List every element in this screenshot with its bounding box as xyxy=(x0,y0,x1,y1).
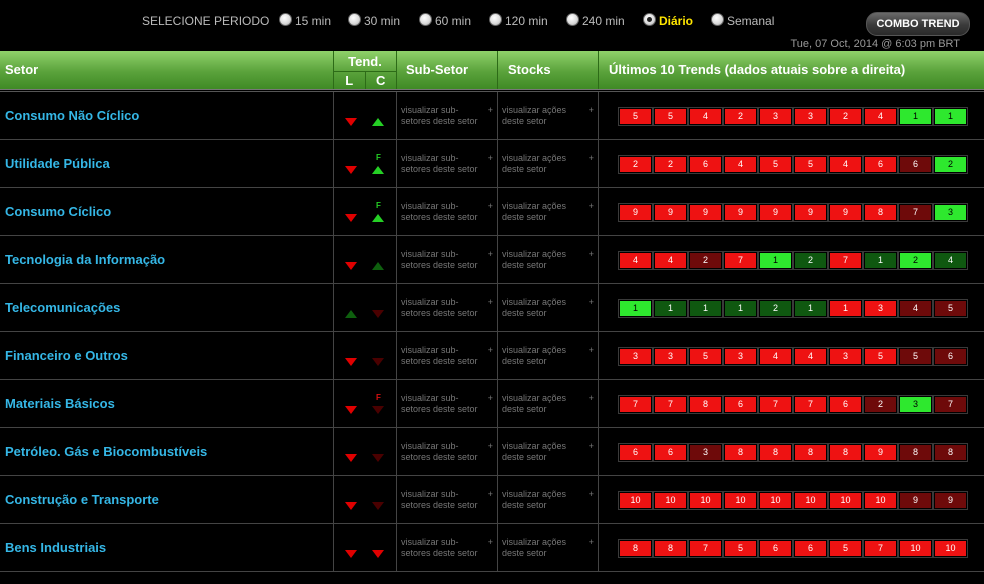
trend-box: 2 xyxy=(864,396,897,413)
expand-plus-icon[interactable]: + xyxy=(588,345,594,355)
period-option-label: Diário xyxy=(659,14,694,28)
trend-box: 10 xyxy=(829,492,862,509)
trend-box: 4 xyxy=(794,348,827,365)
table-row xyxy=(0,140,984,188)
view-stocks-link[interactable]: visualizar ações deste setor + xyxy=(502,393,594,414)
trend-box: 2 xyxy=(724,108,757,125)
period-option-label: 60 min xyxy=(435,14,472,28)
trend-box: 3 xyxy=(934,204,967,221)
sector-link[interactable]: Consumo Cíclico xyxy=(5,204,112,219)
trend-down-arrow-icon xyxy=(345,406,357,414)
trend-box: 10 xyxy=(724,492,757,509)
trend-box: 7 xyxy=(864,540,897,557)
trend-history xyxy=(619,492,969,510)
expand-plus-icon[interactable]: + xyxy=(487,441,493,451)
trend-down-arrow-icon xyxy=(345,550,357,558)
sector-link[interactable]: Utilidade Pública xyxy=(5,156,110,171)
trend-box: 1 xyxy=(829,300,862,317)
sector-link[interactable]: Construção e Transporte xyxy=(5,492,159,507)
trend-box: 9 xyxy=(864,444,897,461)
sector-link[interactable]: Petróleo. Gás e Biocombustíveis xyxy=(5,444,208,459)
radio-button-icon[interactable] xyxy=(279,13,292,26)
expand-plus-icon[interactable]: + xyxy=(588,297,594,307)
trend-box: 8 xyxy=(619,540,652,557)
trend-box: 1 xyxy=(619,300,652,317)
trend-down-arrow-icon xyxy=(372,502,384,510)
trend-box: 3 xyxy=(689,444,722,461)
table-row xyxy=(0,476,984,524)
trend-box: 5 xyxy=(794,156,827,173)
trend-box: 10 xyxy=(794,492,827,509)
period-option-label: 240 min xyxy=(582,14,625,28)
table-row xyxy=(0,428,984,476)
view-stocks-link[interactable]: visualizar ações deste setor + xyxy=(502,537,594,558)
trend-flag-label: F xyxy=(376,393,381,402)
view-stocks-link[interactable]: visualizar ações deste setor + xyxy=(502,345,594,366)
trend-box: 5 xyxy=(899,348,932,365)
sector-link[interactable]: Financeiro e Outros xyxy=(5,348,128,363)
sector-link[interactable]: Bens Industriais xyxy=(5,540,107,555)
trend-box: 3 xyxy=(619,348,652,365)
trend-box: 4 xyxy=(689,108,722,125)
trend-box: 7 xyxy=(899,204,932,221)
trend-box: 6 xyxy=(829,396,862,413)
trend-box: 6 xyxy=(654,444,687,461)
trend-box: 5 xyxy=(689,348,722,365)
trend-up-arrow-icon xyxy=(372,214,384,222)
trend-down-arrow-icon xyxy=(372,358,384,366)
header-stocks: Stocks xyxy=(508,62,551,77)
trend-down-arrow-icon xyxy=(372,310,384,318)
radio-button-icon[interactable] xyxy=(489,13,502,26)
trend-box: 4 xyxy=(934,252,967,269)
trend-down-arrow-icon xyxy=(345,502,357,510)
trend-box: 2 xyxy=(654,156,687,173)
period-option-label: 15 min xyxy=(295,14,332,28)
expand-plus-icon[interactable]: + xyxy=(487,153,493,163)
radio-button-icon[interactable] xyxy=(643,13,656,26)
period-option-label: 30 min xyxy=(364,14,401,28)
expand-plus-icon[interactable]: + xyxy=(487,297,493,307)
view-stocks-link[interactable]: visualizar ações deste setor + xyxy=(502,297,594,318)
trend-box: 10 xyxy=(689,492,722,509)
trend-box: 6 xyxy=(794,540,827,557)
trend-box: 5 xyxy=(619,108,652,125)
trend-history xyxy=(619,204,969,222)
view-subsectors-link[interactable]: visualizar sub-setores deste setor + xyxy=(401,393,493,414)
trend-box: 9 xyxy=(724,204,757,221)
trend-box: 2 xyxy=(759,300,792,317)
period-option-label: Semanal xyxy=(727,14,775,28)
table-row xyxy=(0,236,984,284)
view-subsectors-link[interactable]: visualizar sub-setores deste setor + xyxy=(401,537,493,558)
table-row xyxy=(0,188,984,236)
trend-box: 7 xyxy=(654,396,687,413)
trend-up-arrow-icon xyxy=(372,262,384,270)
trend-box: 10 xyxy=(619,492,652,509)
trend-up-arrow-icon xyxy=(372,118,384,126)
trend-box: 10 xyxy=(934,540,967,557)
trend-box: 7 xyxy=(759,396,792,413)
header-tend xyxy=(334,51,396,89)
table-row xyxy=(0,524,984,572)
period-option-label: 120 min xyxy=(505,14,548,28)
trend-down-arrow-icon xyxy=(345,358,357,366)
trend-down-arrow-icon xyxy=(372,550,384,558)
trend-flag-label: F xyxy=(376,201,381,210)
sector-link[interactable]: Consumo Não Cíclico xyxy=(5,108,140,123)
view-stocks-link[interactable]: visualizar ações deste setor + xyxy=(502,249,594,270)
combo-trend-button[interactable]: COMBO TREND xyxy=(866,12,970,36)
expand-plus-icon[interactable]: + xyxy=(487,105,493,115)
trend-history xyxy=(619,252,969,270)
view-subsectors-link[interactable]: visualizar sub-setores deste setor + xyxy=(401,489,493,510)
trend-box: 8 xyxy=(759,444,792,461)
trend-box: 5 xyxy=(654,108,687,125)
trend-box: 2 xyxy=(829,108,862,125)
table-row xyxy=(0,284,984,332)
trend-box: 1 xyxy=(724,300,757,317)
trend-box: 8 xyxy=(689,396,722,413)
radio-button-icon[interactable] xyxy=(348,13,361,26)
trend-box: 10 xyxy=(654,492,687,509)
trend-box: 6 xyxy=(899,156,932,173)
trend-down-arrow-icon xyxy=(345,454,357,462)
trend-box: 4 xyxy=(654,252,687,269)
trend-flag-label: F xyxy=(376,153,381,162)
trend-box: 1 xyxy=(654,300,687,317)
header-c: C xyxy=(376,73,386,88)
trend-box: 1 xyxy=(864,252,897,269)
sector-trend-table xyxy=(0,51,984,572)
trend-box: 3 xyxy=(829,348,862,365)
trend-box: 9 xyxy=(829,204,862,221)
trend-box: 2 xyxy=(619,156,652,173)
view-stocks-link[interactable]: visualizar ações deste setor + xyxy=(502,201,594,222)
trend-history xyxy=(619,540,969,558)
trend-box: 9 xyxy=(689,204,722,221)
view-stocks-link[interactable]: visualizar ações deste setor + xyxy=(502,489,594,510)
trend-box: 7 xyxy=(689,540,722,557)
view-subsectors-link[interactable]: visualizar sub-setores deste setor + xyxy=(401,153,493,174)
trend-box: 6 xyxy=(934,348,967,365)
trend-box: 7 xyxy=(934,396,967,413)
view-subsectors-link[interactable]: visualizar sub-setores deste setor + xyxy=(401,249,493,270)
trend-box: 4 xyxy=(724,156,757,173)
trend-box: 5 xyxy=(934,300,967,317)
radio-button-icon[interactable] xyxy=(566,13,579,26)
table-row xyxy=(0,91,984,140)
trend-box: 8 xyxy=(934,444,967,461)
trend-box: 2 xyxy=(794,252,827,269)
trend-box: 3 xyxy=(794,108,827,125)
expand-plus-icon[interactable]: + xyxy=(588,153,594,163)
view-stocks-link[interactable]: visualizar ações deste setor + xyxy=(502,441,594,462)
trend-box: 3 xyxy=(759,108,792,125)
trend-box: 5 xyxy=(724,540,757,557)
trend-box: 7 xyxy=(724,252,757,269)
view-subsectors-link[interactable]: visualizar sub-setores deste setor + xyxy=(401,441,493,462)
trend-box: 3 xyxy=(724,348,757,365)
trend-box: 9 xyxy=(794,204,827,221)
trend-box: 9 xyxy=(759,204,792,221)
trend-box: 6 xyxy=(724,396,757,413)
trend-up-arrow-icon xyxy=(345,310,357,318)
trend-down-arrow-icon xyxy=(345,118,357,126)
trend-box: 4 xyxy=(899,300,932,317)
header-ultimos-trends: Últimos 10 Trends (dados atuais sobre a direita) xyxy=(609,62,906,77)
expand-plus-icon[interactable]: + xyxy=(487,201,493,211)
trend-box: 9 xyxy=(654,204,687,221)
expand-plus-icon[interactable]: + xyxy=(588,537,594,547)
trend-box: 8 xyxy=(864,204,897,221)
trend-down-arrow-icon xyxy=(345,166,357,174)
trend-history xyxy=(619,156,969,174)
table-row xyxy=(0,380,984,428)
trend-box: 1 xyxy=(689,300,722,317)
trend-up-arrow-icon xyxy=(372,166,384,174)
view-stocks-link[interactable]: visualizar ações deste setor + xyxy=(502,105,594,126)
trend-box: 1 xyxy=(794,300,827,317)
trend-box: 4 xyxy=(759,348,792,365)
header-subsetor: Sub-Setor xyxy=(406,62,469,77)
expand-plus-icon[interactable]: + xyxy=(588,249,594,259)
expand-plus-icon[interactable]: + xyxy=(487,393,493,403)
trend-box: 8 xyxy=(724,444,757,461)
sector-link[interactable]: Telecomunicações xyxy=(5,300,121,315)
trend-box: 4 xyxy=(864,108,897,125)
trend-box: 7 xyxy=(829,252,862,269)
timestamp: Tue, 07 Oct, 2014 @ 6:03 pm BRT xyxy=(790,38,960,50)
trend-box: 3 xyxy=(864,300,897,317)
trend-box: 5 xyxy=(759,156,792,173)
trend-box: 5 xyxy=(864,348,897,365)
view-subsectors-link[interactable]: visualizar sub-setores deste setor + xyxy=(401,201,493,222)
trend-box: 7 xyxy=(794,396,827,413)
trend-box: 10 xyxy=(759,492,792,509)
trend-history xyxy=(619,108,969,126)
trend-box: 9 xyxy=(619,204,652,221)
trend-box: 3 xyxy=(899,396,932,413)
trend-box: 8 xyxy=(829,444,862,461)
view-subsectors-link[interactable]: visualizar sub-setores deste setor + xyxy=(401,345,493,366)
trend-box: 8 xyxy=(794,444,827,461)
trend-box: 1 xyxy=(759,252,792,269)
trend-box: 2 xyxy=(934,156,967,173)
trend-box: 10 xyxy=(899,540,932,557)
expand-plus-icon[interactable]: + xyxy=(588,393,594,403)
trend-box: 9 xyxy=(899,492,932,509)
header-tend-label: Tend. xyxy=(334,51,396,72)
expand-plus-icon[interactable]: + xyxy=(588,105,594,115)
expand-plus-icon[interactable]: + xyxy=(588,489,594,499)
trend-box: 6 xyxy=(619,444,652,461)
trend-down-arrow-icon xyxy=(372,406,384,414)
trend-box: 8 xyxy=(899,444,932,461)
trend-history xyxy=(619,396,969,414)
trend-down-arrow-icon xyxy=(372,454,384,462)
trend-history xyxy=(619,300,969,318)
trend-box: 2 xyxy=(689,252,722,269)
trend-box: 1 xyxy=(899,108,932,125)
expand-plus-icon[interactable]: + xyxy=(487,489,493,499)
trend-history xyxy=(619,444,969,462)
table-row xyxy=(0,332,984,380)
radio-button-icon[interactable] xyxy=(419,13,432,26)
view-subsectors-link[interactable]: visualizar sub-setores deste setor + xyxy=(401,297,493,318)
view-subsectors-link[interactable]: visualizar sub-setores deste setor + xyxy=(401,105,493,126)
expand-plus-icon[interactable]: + xyxy=(487,345,493,355)
header-setor: Setor xyxy=(5,62,39,77)
trend-box: 9 xyxy=(934,492,967,509)
period-selector xyxy=(0,8,984,34)
trend-box: 3 xyxy=(654,348,687,365)
period-label: SELECIONE PERIODO xyxy=(142,14,270,28)
trend-box: 4 xyxy=(619,252,652,269)
trend-box: 6 xyxy=(759,540,792,557)
trend-box: 10 xyxy=(864,492,897,509)
radio-button-icon[interactable] xyxy=(711,13,724,26)
expand-plus-icon[interactable]: + xyxy=(588,201,594,211)
header-l: L xyxy=(334,72,366,89)
expand-plus-icon[interactable]: + xyxy=(588,441,594,451)
sector-link[interactable]: Tecnologia da Informação xyxy=(5,252,166,267)
expand-plus-icon[interactable]: + xyxy=(487,537,493,547)
table-header xyxy=(0,51,984,90)
trend-box: 8 xyxy=(654,540,687,557)
trend-box: 1 xyxy=(934,108,967,125)
trend-history xyxy=(619,348,969,366)
expand-plus-icon[interactable]: + xyxy=(487,249,493,259)
sector-link[interactable]: Materiais Básicos xyxy=(5,396,115,411)
trend-down-arrow-icon xyxy=(345,262,357,270)
trend-box: 2 xyxy=(899,252,932,269)
trend-box: 5 xyxy=(829,540,862,557)
trend-box: 6 xyxy=(689,156,722,173)
view-stocks-link[interactable]: visualizar ações deste setor + xyxy=(502,153,594,174)
trend-box: 7 xyxy=(619,396,652,413)
trend-box: 6 xyxy=(864,156,897,173)
trend-down-arrow-icon xyxy=(345,214,357,222)
trend-box: 4 xyxy=(829,156,862,173)
